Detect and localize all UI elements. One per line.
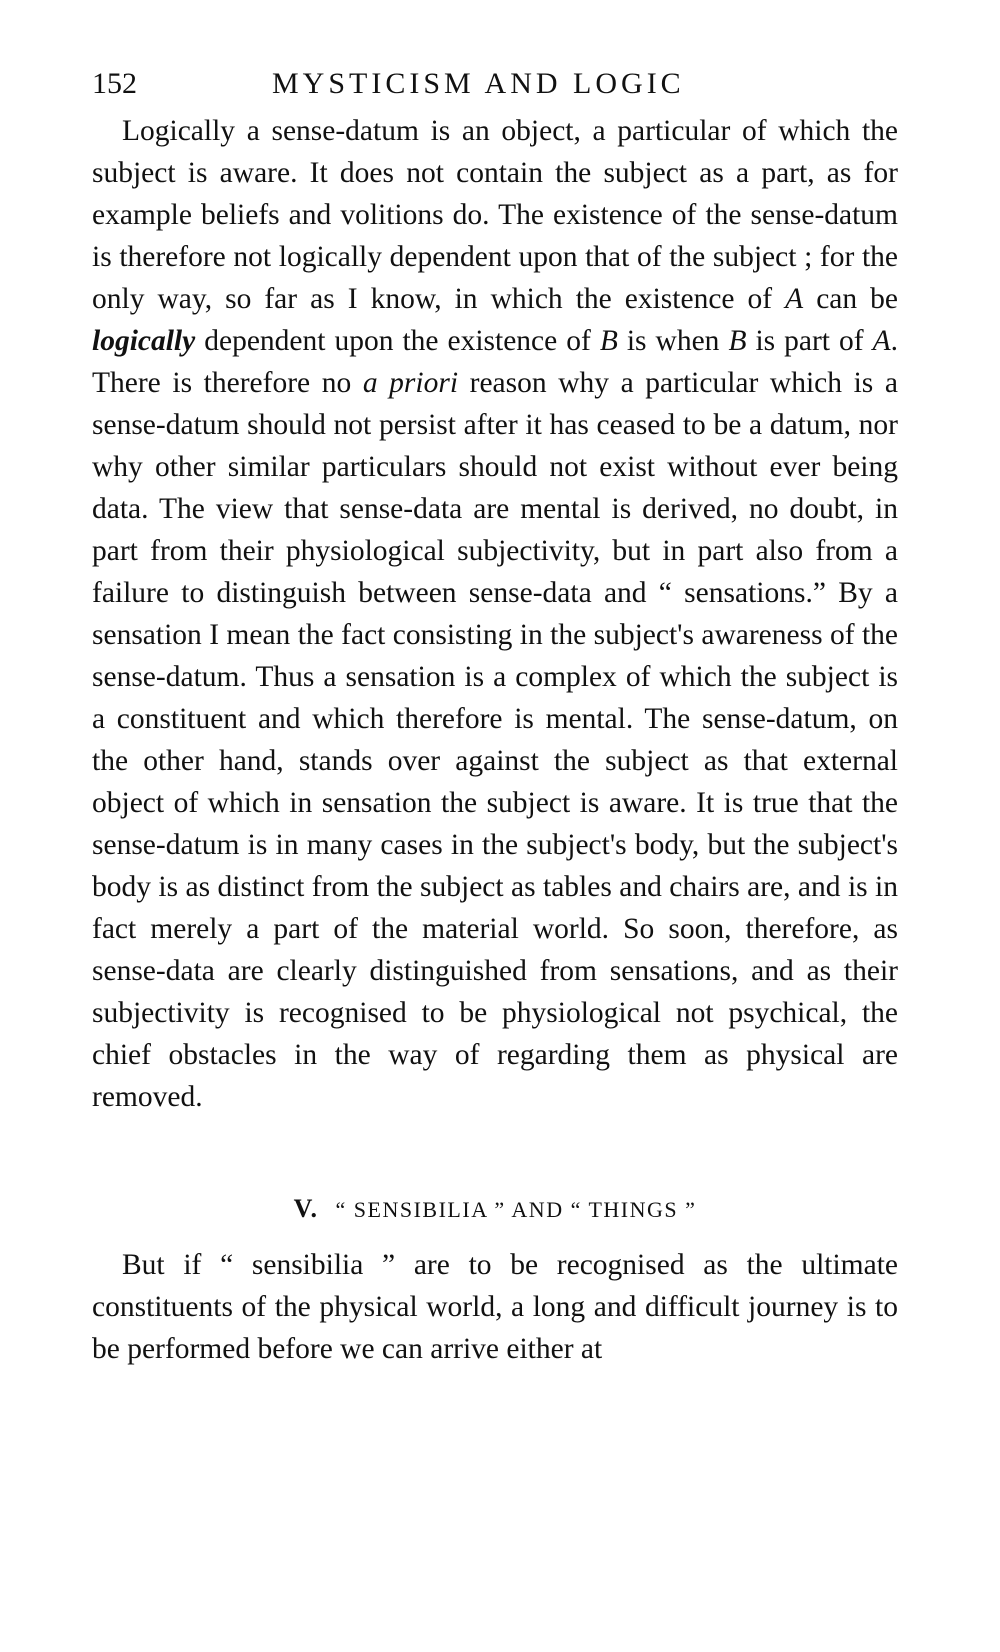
section-number: V. <box>293 1194 319 1223</box>
emphasis-logically: logically <box>92 325 196 357</box>
text-run: is part of <box>746 325 873 357</box>
body-paragraph-2 <box>92 1244 898 1370</box>
text-run: Logically a sense-datum is an object, a particular of which the subject is aware. It does not contain the subject as a part, as for example beliefs and volitions do. The existence of the sense-datum is therefore not logically dependent upon that of the subject ; for the only way, so far as I know, in which the existence of <box>92 115 898 315</box>
text-run: can be <box>803 283 899 315</box>
section-heading <box>92 1188 898 1230</box>
emphasis-a-priori: a priori <box>362 367 459 399</box>
text-run: dependent upon the existence of <box>195 325 600 357</box>
body-paragraph-1 <box>92 110 898 1118</box>
running-head <box>92 60 898 108</box>
text-run: . There is therefore no <box>92 325 898 399</box>
text-run: is when <box>617 325 729 357</box>
text-run: reason why a particular which is a sense-datum should not persist after it has ceased to be a datum, nor why other similar particulars should not exist without ever being data. The view that sense-data are mental is derived, no doubt, in part from their physiological subjectivity, but in part also from a failure to distinguish between sense-data and “ sensations.” By a sensation I mean the fact consisting in the subject's awareness of the sense-datum. Thus a sensation is a complex of which the subject is a constituent and which therefore is mental. The sense-datum, on the other hand, stands over against the subject as that external object of which in sensation the subject is aware. It is true that the sense-datum is in many cases in the subject's body, but the subject's body is as distinct from the subject as tables and chairs are, and is in fact merely a part of the material world. So soon, therefore, as sense-data are clearly distinguished from sensations, and as their subjectivity is recognised to be physiological not psychical, the chief obstacles in the way of regarding them as physical are removed. <box>92 367 898 1113</box>
text-run: But if “ sensibilia ” are to be recognised as the ultimate constituents of the physical world, a long and difficult journey is to be performed before we can arrive either at <box>92 1249 898 1365</box>
section-title: “ SENSIBILIA ” AND “ THINGS ” <box>335 1197 697 1222</box>
italic-variable-b: B <box>728 325 747 357</box>
italic-variable-a: A <box>785 283 804 315</box>
italic-variable-b: B <box>599 325 618 357</box>
page-number: 152 <box>92 67 137 100</box>
book-page <box>92 60 898 1370</box>
italic-variable-a: A <box>872 325 891 357</box>
running-title: MYSTICISM AND LOGIC <box>272 67 685 100</box>
